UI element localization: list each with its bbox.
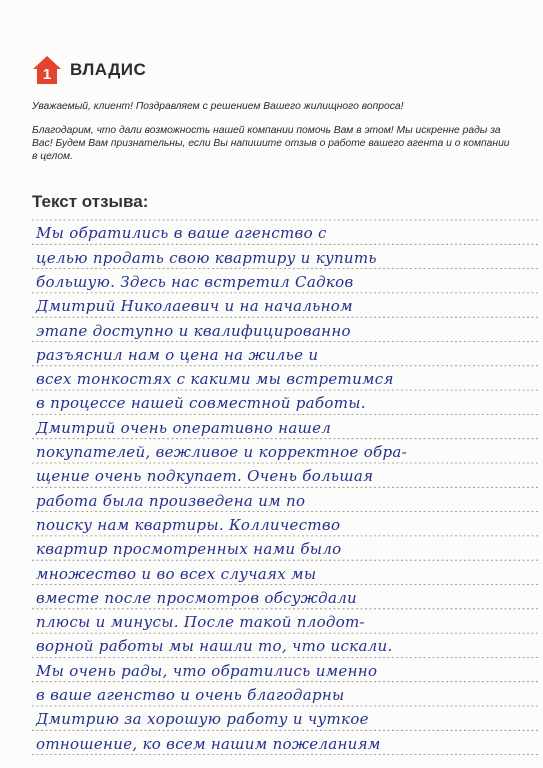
handwritten-line: ворной работы мы нашли то, что искали. xyxy=(36,637,393,656)
handwritten-line: отношение, ко всем нашим пожеланиям xyxy=(36,734,381,753)
brand-logo xyxy=(30,54,146,86)
review-text-area xyxy=(30,218,541,758)
logo-digit: 1 xyxy=(42,66,52,83)
greeting-text: Уважаемый, клиент! Поздравляем с решением Вашего жилищного вопроса! xyxy=(32,101,404,112)
thanks-text: Благодарим, что дали возможность нашей компании помочь Вам в этом! Мы искренне рады за Вас! Будем Вам признательны, если Вы напишите отзыв о работе вашего агента и о компании в целом. xyxy=(32,125,510,162)
handwritten-line: в ваше агенство и очень благодарны xyxy=(36,686,345,704)
handwritten-line: большую. Здесь нас встретил Садков xyxy=(36,272,354,291)
handwritten-line: плюсы и минусы. После такой плодот- xyxy=(36,613,365,632)
handwritten-line: Дмитрий Николаевич и на начальном xyxy=(36,297,353,316)
handwritten-line: работа была произведена им по xyxy=(36,491,306,510)
handwritten-line: множество и во всех случаях мы xyxy=(36,564,317,583)
handwritten-line: Мы очень рады, что обратились именно xyxy=(36,661,378,680)
handwritten-line: Мы обратились в ваше агенство с xyxy=(36,224,327,243)
handwritten-line: поиску нам квартиры. Колличество xyxy=(36,515,341,534)
handwritten-line: щение очень подкупает. Очень большая xyxy=(36,467,374,486)
brand-name: ВЛАДИС xyxy=(70,60,147,79)
handwritten-line: квартир просмотренных нами было xyxy=(36,540,342,559)
handwritten-line: вместе после просмотров обсуждали xyxy=(36,588,358,607)
handwritten-line: Дмитрий очень оперативно нашел xyxy=(36,418,332,437)
handwritten-line: разъяснил нам о цена на жилье и xyxy=(36,345,319,364)
handwritten-line: всех тонкостях с какими мы встретимся xyxy=(36,370,394,389)
handwritten-line: покупателей, вежливое и корректное обра- xyxy=(36,443,407,461)
handwritten-line: целью продать свою квартиру и купить xyxy=(36,248,377,267)
handwritten-line: этапе доступно и квалифицированно xyxy=(36,321,351,340)
handwritten-line: Дмитрию за хорошую работу и чуткое xyxy=(36,710,369,729)
review-title: Текст отзыва: xyxy=(32,192,149,211)
handwritten-line: в процессе нашей совместной работы. xyxy=(36,394,366,413)
house-icon xyxy=(30,54,64,86)
